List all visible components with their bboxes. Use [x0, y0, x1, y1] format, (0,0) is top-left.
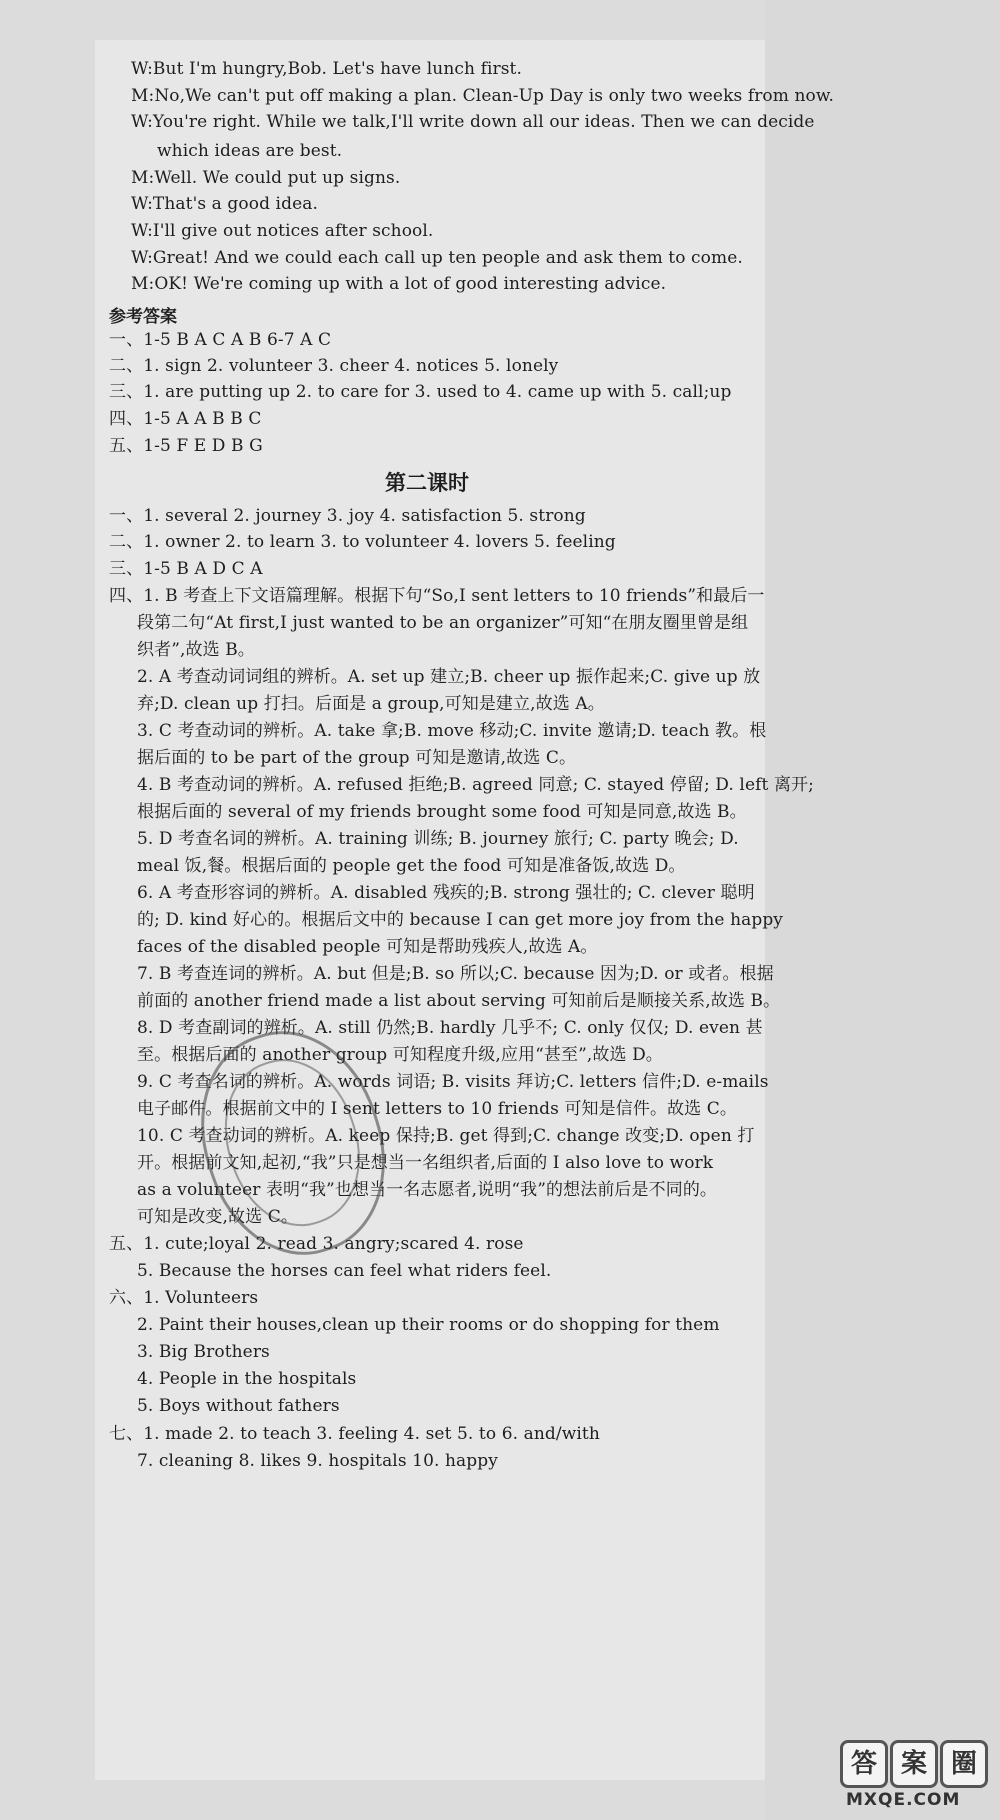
answer-line: 二、1. owner 2. to learn 3. to volunteer 4. lovers 5. feeling — [109, 532, 616, 552]
answer-line: 9. C 考查名词的辨析。A. words 词语; B. visits 拜访;C. letters 信件;D. e-mails — [137, 1072, 769, 1092]
answer-line: 电子邮件。根据前文中的 I sent letters to 10 friends 可知是信件。故选 C。 — [137, 1099, 737, 1119]
answer-line: 五、1-5 F E D B G — [109, 436, 263, 456]
answer-line: 六、1. Volunteers — [109, 1288, 259, 1308]
answers-heading: 参考答案 — [109, 307, 177, 327]
watermark-char: 答 — [840, 1740, 888, 1788]
answer-line: 7. B 考查连词的辨析。A. but 但是;B. so 所以;C. because 因为;D. or 或者。根据 — [137, 964, 774, 984]
answer-line: 根据后面的 several of my friends brought some food 可知是同意,故选 B。 — [137, 802, 747, 822]
answer-line: 段第二句“At first,I just wanted to be an organizer”可知“在朋友圈里曾是组 — [137, 613, 749, 633]
answer-line: 可知是改变,故选 C。 — [137, 1207, 298, 1227]
answer-line: 2. Paint their houses,clean up their rooms or do shopping for them — [137, 1315, 720, 1335]
answer-line: 四、1-5 A A B B C — [109, 409, 262, 429]
dialogue-line: M:No,We can't put off making a plan. Clean-Up Day is only two weeks from now. — [131, 86, 835, 106]
answer-line: 5. D 考查名词的辨析。A. training 训练; B. journey 旅行; C. party 晚会; D. — [137, 829, 739, 849]
answer-line: 3. C 考查动词的辨析。A. take 拿;B. move 移动;C. invite 邀请;D. teach 教。根 — [137, 721, 767, 741]
answer-line: 6. A 考查形容词的辨析。A. disabled 残疾的;B. strong 强壮的; C. clever 聪明 — [137, 883, 755, 903]
answer-line: 10. C 考查动词的辨析。A. keep 保持;B. get 得到;C. change 改变;D. open 打 — [137, 1126, 755, 1146]
answer-line: 4. People in the hospitals — [137, 1369, 357, 1389]
dialogue-line: which ideas are best. — [157, 141, 343, 161]
answer-line: 3. Big Brothers — [137, 1342, 270, 1362]
answer-line: 7. cleaning 8. likes 9. hospitals 10. happy — [137, 1451, 498, 1471]
answer-line: 至。根据后面的 another group 可知程度升级,应用“甚至”,故选 D。 — [137, 1045, 663, 1065]
answer-line: 五、1. cute;loyal 2. read 3. angry;scared 4. rose — [109, 1234, 524, 1254]
page-margin-right — [765, 0, 1000, 1820]
watermark-char: 案 — [890, 1740, 938, 1788]
answer-line: as a volunteer 表明“我”也想当一名志愿者,说明“我”的想法前后是不同的。 — [137, 1180, 718, 1200]
dialogue-line: W:Great! And we could each call up ten people and ask them to come. — [131, 248, 743, 268]
answer-line: 8. D 考查副词的辨析。A. still 仍然;B. hardly 几乎不; C. only 仅仅; D. even 甚 — [137, 1018, 763, 1038]
answer-line: 据后面的 to be part of the group 可知是邀请,故选 C。 — [137, 748, 577, 768]
answer-line: 织者”,故选 B。 — [137, 640, 255, 660]
section-title: 第二课时 — [385, 471, 469, 495]
answer-line: 三、1. are putting up 2. to care for 3. used to 4. came up with 5. call;up — [109, 382, 732, 402]
answer-line: 5. Because the horses can feel what riders feel. — [137, 1261, 552, 1281]
watermark-site: MXQE.COM — [846, 1790, 961, 1810]
answer-line: 弃;D. clean up 打扫。后面是 a group,可知是建立,故选 A。 — [137, 694, 605, 714]
dialogue-line: W:I'll give out notices after school. — [131, 221, 434, 241]
answer-line: 四、1. B 考查上下文语篇理解。根据下句“So,I sent letters to 10 friends”和最后一 — [109, 586, 765, 606]
dialogue-line: W:But I'm hungry,Bob. Let's have lunch first. — [131, 59, 522, 79]
answer-line: 七、1. made 2. to teach 3. feeling 4. set 5. to 6. and/with — [109, 1424, 600, 1444]
watermark-char: 圈 — [940, 1740, 988, 1788]
dialogue-line: W:You're right. While we talk,I'll write down all our ideas. Then we can decide — [131, 112, 815, 132]
answer-line: 开。根据前文知,起初,“我”只是想当一名组织者,后面的 I also love to work — [137, 1153, 714, 1173]
answer-line: 4. B 考查动词的辨析。A. refused 拒绝;B. agreed 同意; C. stayed 停留; D. left 离开; — [137, 775, 814, 795]
answer-line: 5. Boys without fathers — [137, 1396, 340, 1416]
answer-line: 三、1-5 B A D C A — [109, 559, 263, 579]
dialogue-line: W:That's a good idea. — [131, 194, 318, 214]
answer-line: 二、1. sign 2. volunteer 3. cheer 4. notices 5. lonely — [109, 356, 559, 376]
answer-line: 2. A 考查动词词组的辨析。A. set up 建立;B. cheer up 振作起来;C. give up 放 — [137, 667, 761, 687]
answer-line: 一、1-5 B A C A B 6-7 A C — [109, 330, 332, 350]
dialogue-line: M:Well. We could put up signs. — [131, 168, 401, 188]
stamp-inner-ring — [205, 1042, 380, 1243]
answer-line: 的; D. kind 好心的。根据后文中的 because I can get more joy from the happy — [137, 910, 784, 930]
answer-page — [95, 40, 835, 1780]
site-watermark — [840, 1740, 990, 1814]
answer-line: faces of the disabled people 可知是帮助残疾人,故选 A。 — [137, 937, 598, 957]
dialogue-line: M:OK! We're coming up with a lot of good interesting advice. — [131, 274, 667, 294]
answer-line: meal 饭,餐。根据后面的 people get the food 可知是准备饭,故选 D。 — [137, 856, 686, 876]
answer-line: 一、1. several 2. journey 3. joy 4. satisfaction 5. strong — [109, 506, 586, 526]
answer-line: 前面的 another friend made a list about serving 可知前后是顺接关系,故选 B。 — [137, 991, 781, 1011]
